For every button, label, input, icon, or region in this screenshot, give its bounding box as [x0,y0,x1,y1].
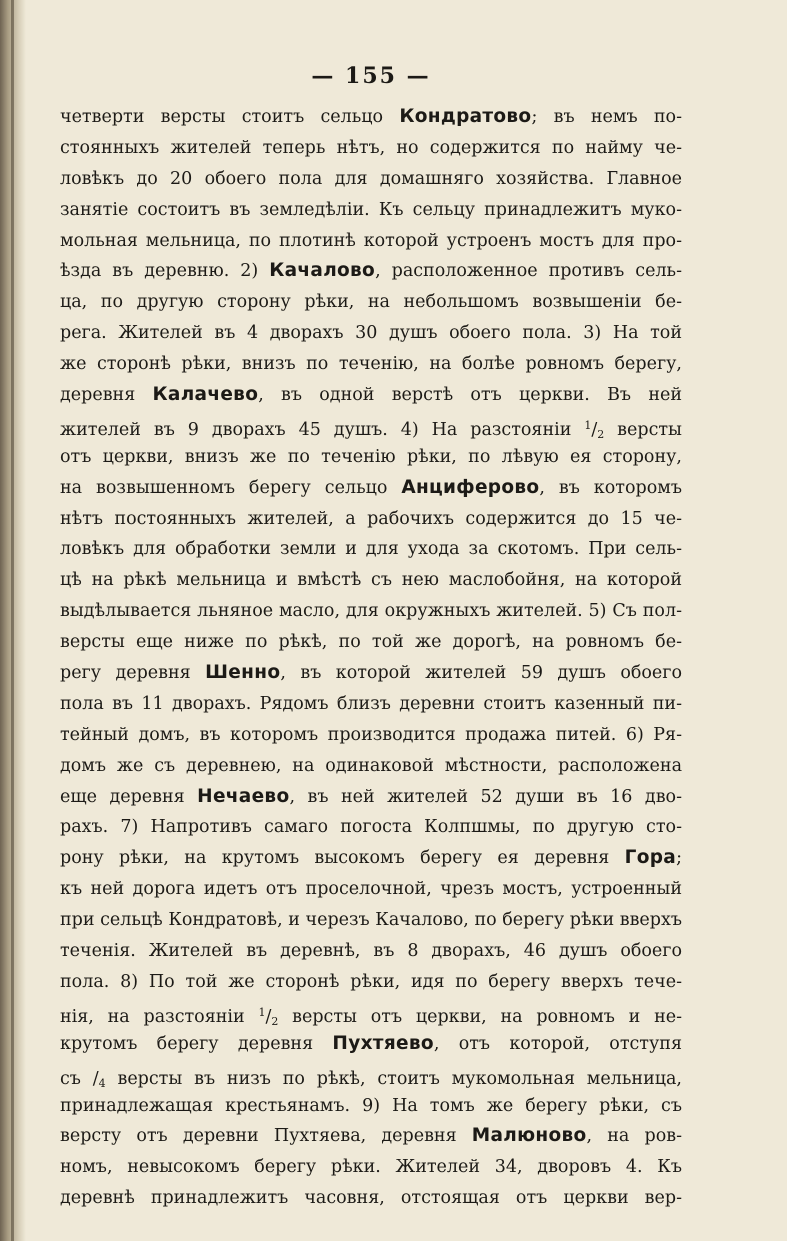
text-run: версту отъ деревни Пухтяева, деревня [60,1126,472,1147]
text-run: деревня [60,385,153,406]
text-line [60,349,682,380]
text-line [60,534,682,565]
text-run: , расположенное противъ сель- [375,261,682,282]
text-run: же сторонѣ рѣки, внизъ по теченію, на болѣе ровномъ берегу, [60,354,682,375]
text-line [60,998,682,1029]
text-run: рега. Жителей въ 4 дворахъ 30 душъ обоего пола. 3) На той [60,323,682,344]
place-name: Малюново [471,1125,587,1147]
text-run: ца, по другую сторону рѣки, на небольшомъ возвышеніи бе- [60,292,682,313]
text-run: версты еще ниже по рѣкѣ, по той же дорогѣ, на ровномъ бе- [60,632,682,653]
fraction: $/_4$ [92,1068,106,1090]
text-line [60,380,682,411]
text-line [60,720,682,751]
place-name: Гора [624,847,677,869]
text-line [60,967,682,998]
text-line [60,782,682,813]
text-run: принадлежащая крестьянамъ. 9) На томъ же берегу рѣки, съ [60,1095,682,1116]
book-spine-shadow [0,0,26,1241]
text-run: теченія. Жителей въ деревнѣ, въ 8 дворахъ, 46 душъ обоего [60,941,682,962]
text-line [60,627,682,658]
text-line [60,226,682,257]
text-line [60,596,682,627]
text-run: , въ ней жителей 52 души въ 16 дво- [289,786,682,807]
text-line [60,102,682,133]
text-run: версты [604,419,682,440]
fraction-denominator: 2 [271,1014,279,1028]
text-run: нія, на разстояніи [60,1006,259,1027]
place-name: Шенно [205,662,281,684]
text-run: съ [60,1068,93,1089]
text-run: отъ церкви, внизъ же по теченію рѣки, по лѣвую ея сторону, [60,446,682,467]
text-line [60,565,682,596]
place-name: Качалово [269,260,376,282]
text-line [60,411,682,442]
fraction-numerator: 1 [258,1005,266,1019]
text-run: жителей въ 9 дворахъ 45 душъ. 4) На разстояніи [60,419,585,440]
text-run: крутомъ берегу деревня [60,1033,333,1054]
text-line [60,1029,682,1060]
place-name: Кондратово [399,106,532,127]
text-run: при сельцѣ Кондратовѣ, и черезъ Качалово, по берегу рѣки вверхъ [60,910,682,931]
text-run: версты отъ церкви, на ровномъ и не- [278,1006,682,1027]
place-name: Пухтяево [332,1032,434,1054]
text-run: ловѣкъ для обработки земли и для ухода за скотомъ. При сель- [60,539,682,560]
text-run: пола въ 11 дворахъ. Рядомъ близъ деревни стоитъ казенный пи- [60,693,682,714]
text-run: пола. 8) По той же сторонѣ рѣки, идя по берегу вверхъ тече- [60,971,682,992]
text-run: нѣтъ постоянныхъ жителей, а рабочихъ содержится до 15 че- [60,508,682,529]
text-run: ; въ немъ по- [531,107,682,127]
text-line [60,1183,682,1214]
body-text [60,102,682,1214]
fraction: $^1/_2$ [584,418,605,441]
text-run: на возвышенномъ берегу сельцо [60,477,402,498]
text-line [60,874,682,905]
text-line [60,1091,682,1122]
text-run: номъ, невысокомъ берегу рѣки. Жителей 34, дворовъ 4. Къ [60,1157,682,1178]
text-line [60,164,682,195]
text-run: , на ров- [586,1126,682,1147]
text-run: выдѣлывается льняное масло, для окружныхъ жителей. 5) Съ пол- [60,601,682,622]
text-line [60,1121,682,1152]
text-line [60,1060,682,1091]
text-run: ловѣкъ до 20 обоего пола для домашняго хозяйства. Главное [60,168,682,189]
text-run: , въ которой жителей 59 душъ обоего [280,663,682,684]
text-run: регу деревня [60,663,206,684]
text-run: цѣ на рѣкѣ мельница и вмѣстѣ съ нею маслобойня, на которой [60,570,682,591]
text-line [60,689,682,720]
text-line [60,442,682,473]
text-run: ѣзда въ деревню. 2) [60,261,270,282]
text-run: , отъ которой, отступя [433,1033,682,1054]
page-number: — 155 — [311,63,431,89]
text-run: къ ней дорога идетъ отъ проселочной, чрезъ мостъ, устроенный [60,879,682,900]
text-line [60,133,682,164]
text-run: ; [676,848,682,869]
text-line [60,905,682,936]
fraction: $^1/_2$ [258,1005,279,1028]
text-line [60,318,682,349]
text-line [60,473,682,504]
text-run: еще деревня [60,786,198,807]
text-line [60,195,682,226]
text-run: рону рѣки, на крутомъ высокомъ берегу ея деревня [60,848,625,869]
text-run: четверти версты стоитъ сельцо [60,107,400,127]
place-name: Калачево [152,384,259,406]
text-run: , въ которомъ [539,477,682,498]
fraction-denominator: 4 [98,1076,106,1090]
text-line [60,843,682,874]
text-line [60,287,682,318]
text-line [60,812,682,843]
text-run: занятіе состоитъ въ земледѣліи. Къ сельцу принадлежитъ муко- [60,199,682,220]
text-run: домъ же съ деревнею, на одинаковой мѣстности, расположена [60,755,682,776]
text-line [60,504,682,535]
text-run: мольная мельница, по плотинѣ которой устроенъ мостъ для про- [60,230,682,251]
book-page [60,56,682,1214]
place-name: Анциферово [401,476,540,498]
fraction-numerator: 1 [584,418,592,432]
text-line [60,658,682,689]
text-line [60,256,682,287]
text-run: , въ одной верстѣ отъ церкви. Въ ней [258,385,682,406]
binding-edge [11,0,14,1241]
text-run: деревнѣ принадлежитъ часовня, отстоящая отъ церкви вер- [60,1188,682,1209]
text-run: версты въ низъ по рѣкѣ, стоитъ мукомольная мельница, [105,1068,682,1089]
text-run: стоянныхъ жителей теперь нѣтъ, но содержится по найму че- [60,137,682,158]
text-line [60,751,682,782]
place-name: Нечаево [197,785,290,807]
text-run: тейный домъ, въ которомъ производится продажа питей. 6) Ря- [60,724,682,745]
text-line [60,936,682,967]
fraction-denominator: 2 [597,427,605,441]
text-line [60,1152,682,1183]
text-run: рахъ. 7) Напротивъ самаго погоста Колпшмы, по другую сто- [60,817,682,838]
